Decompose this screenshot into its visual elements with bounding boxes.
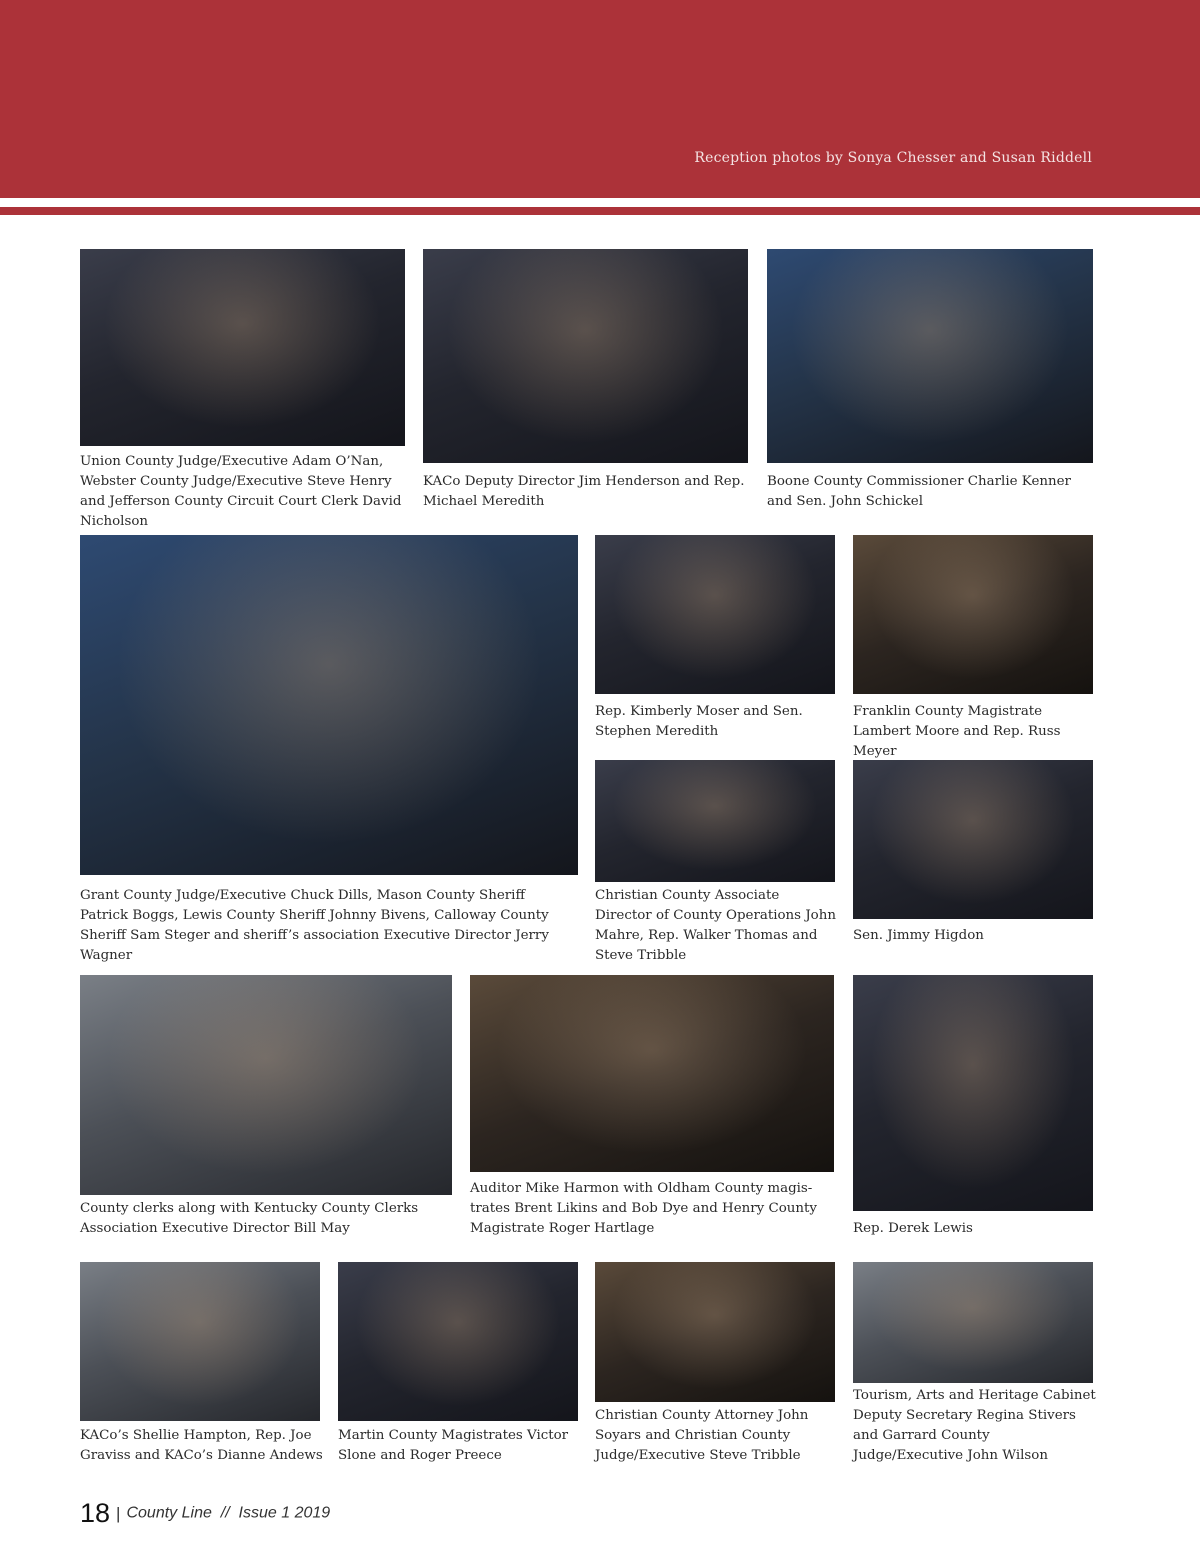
publication-title: County Line // Issue 1 2019 xyxy=(126,1504,331,1522)
photo-4 xyxy=(80,535,578,875)
page-footer xyxy=(80,1498,330,1529)
caption-15: Tourism, Arts and Heritage Cabinet Deputy Secretary Regina Stivers and Garrard County Judge/Executive John Wilson xyxy=(853,1388,1096,1463)
caption-6: Franklin County Magistrate Lambert Moore and Rep. Russ Meyer xyxy=(853,704,1061,759)
footer-separator: | xyxy=(116,1503,121,1523)
page-number: 18 xyxy=(80,1498,111,1528)
photo-14 xyxy=(595,1262,835,1402)
photo-7 xyxy=(595,760,835,882)
photo-5 xyxy=(595,535,835,694)
caption-8: Sen. Jimmy Higdon xyxy=(853,928,984,943)
photo-6 xyxy=(853,535,1093,694)
caption-1: Union County Judge/Executive Adam O’Nan, Webster County Judge/Executive Steve Henry and Jefferson County Circuit Court Clerk David Nicholson xyxy=(80,454,402,529)
photo-10 xyxy=(470,975,834,1172)
photo-12 xyxy=(80,1262,320,1421)
header-banner xyxy=(0,0,1200,198)
caption-14: Christian County Attorney John Soyars and Christian County Judge/Executive Steve Tribble xyxy=(595,1408,809,1463)
photo-9 xyxy=(80,975,452,1195)
photo-credit: Reception photos by Sonya Chesser and Susan Riddell xyxy=(694,150,1092,166)
caption-13: Martin County Magistrates Victor Slone and Roger Preece xyxy=(338,1428,569,1463)
photo-15 xyxy=(853,1262,1093,1383)
photo-8 xyxy=(853,760,1093,919)
photo-2 xyxy=(423,249,748,463)
caption-2: KACo Deputy Director Jim Henderson and Rep. Michael Meredith xyxy=(423,474,745,509)
caption-12: KACo’s Shellie Hampton, Rep. Joe Graviss and KACo’s Dianne Andews xyxy=(80,1428,323,1463)
header-rule xyxy=(0,207,1200,215)
caption-4: Grant County Judge/Executive Chuck Dills, Mason County Sheriff Patrick Boggs, Lewis County Sheriff Johnny Bivens, Calloway County Sheriff Sam Steger and sheriff’s association Executive Director Jerry Wagner xyxy=(80,888,549,963)
caption-9: County clerks along with Kentucky County Clerks Association Executive Director Bill May xyxy=(80,1201,419,1236)
caption-3: Boone County Commissioner Charlie Kenner and Sen. John Schickel xyxy=(767,474,1071,509)
photo-3 xyxy=(767,249,1093,463)
photo-13 xyxy=(338,1262,578,1421)
caption-5: Rep. Kimberly Moser and Sen. Stephen Meredith xyxy=(595,704,803,739)
caption-7: Christian County Associate Director of County Operations John Mahre, Rep. Walker Thomas and Steve Tribble xyxy=(595,888,836,963)
photo-11 xyxy=(853,975,1093,1211)
photo-1 xyxy=(80,249,405,446)
caption-10: Auditor Mike Harmon with Oldham County magis-trates Brent Likins and Bob Dye and Henry County Magistrate Roger Hartlage xyxy=(470,1181,817,1236)
caption-11: Rep. Derek Lewis xyxy=(853,1221,973,1236)
